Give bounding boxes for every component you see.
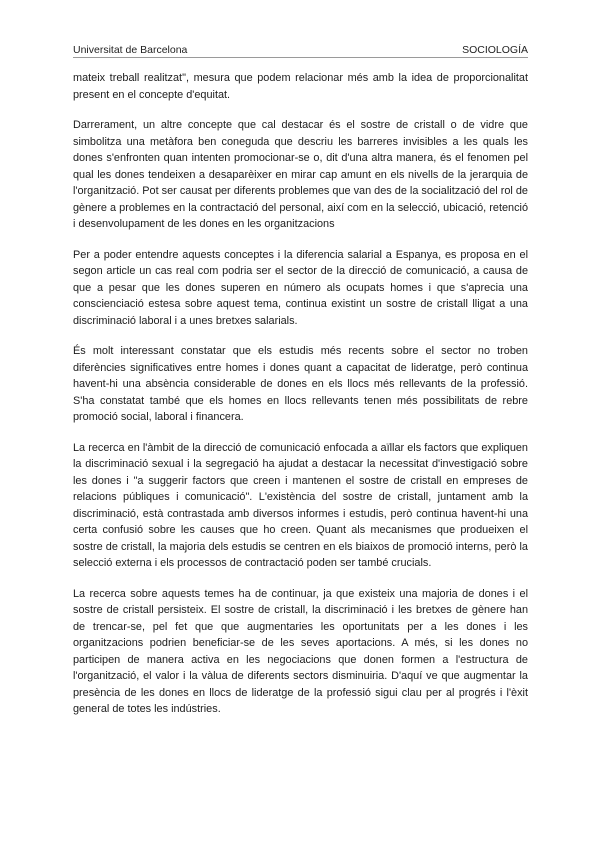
paragraph: Per a poder entendre aquests conceptes i la diferencia salarial a Espanya, es proposa en el segon article un cas real com podria ser el sector de la direcció de comunicació, a causa de que a pesar que les dones superen en número als ocupats homes i que s'aprecia una conscienciació estesa sobre aquest tema, continua existint un sostre de cristall lligat a una discriminació laboral i a unes bretxes salarials. (73, 248, 528, 327)
paragraph: mateix treball realitzat", mesura que podem relacionar més amb la idea de proporcionalitat present en el concepte d'equitat. (73, 72, 528, 101)
page-header (73, 38, 528, 56)
paragraph: Darrerament, un altre concepte que cal destacar és el sostre de cristall o de vidre que simbolitza una metàfora ben coneguda que descriu les barreres invisibles a les quals les dones s'enfronten quan intenten promocionar-se o, dit d'una altra manera, és el fenomen pel qual les dones tendeixen a desaparèixer en mirar cap amunt en els nivells de la jerarquia de l'organització. Pot ser causat per diferents problemes que van des de la socialització del rol de gènere a problemes en la contractació del personal, així com en la selecció, ubicació, retenció i desenvolupament de les dones en les organitzacions (73, 119, 528, 230)
paragraph: La recerca en l'àmbit de la direcció de comunicació enfocada a aïllar els factors que expliquen la discriminació sexual i la segregació ha ajudat a destacar la necessitat d'investigació sobre les dones i "a suggerir factors que creen i mantenen el sostre de cristall en empreses de relacions públiques i comunicació". L'existència del sostre de cristall, juntament amb la discriminació, està contrastada amb diversos informes i estudis, però continua havent-hi una certa confusió sobre les causes que ho creen. Quant als mecanismes que produeixen el sostre de cristall, la majoria dels estudis se centren en els biaixos de promoció interns, però la selecció externa i els processos de contractació poden ser també crucials. (73, 441, 528, 569)
header-institution: Universitat de Barcelona (73, 44, 188, 56)
paragraph: La recerca sobre aquests temes ha de continuar, ja que existeix una majoria de dones i el sostre de cristall persisteix. El sostre de cristall, la discriminació i les bretxes de gènere han de trencar-se, pel fet que que augmentaries les oportunitats per a les dones i les organitzacions podrien beneficiar-se de les seves aportacions. A més, si les dones no participen de manera activa en les negociacions que donen formen a l'estructura de l'organització, el valor i la vàlua de diferents sectors disminuiria. D'aquí ve que augmentar la presència de les dones en llocs de lideratge de la professió sigui clau per al progrés i l'èxit general de totes les indústries. (73, 587, 528, 715)
header-subject: SOCIOLOGÍA (462, 44, 528, 56)
body-text (73, 70, 528, 732)
header-divider (73, 57, 528, 58)
paragraph: És molt interessant constatar que els estudis més recents sobre el sector no troben diferències significatives entre homes i dones quant a capacitat de lideratge, però continua havent-hi una absència considerable de dones en els llocs més rellevants de la professió. S'ha constatat també que els homes en llocs rellevants tenen més possibilitats de rebre promoció social, laboral i financera. (73, 345, 528, 423)
